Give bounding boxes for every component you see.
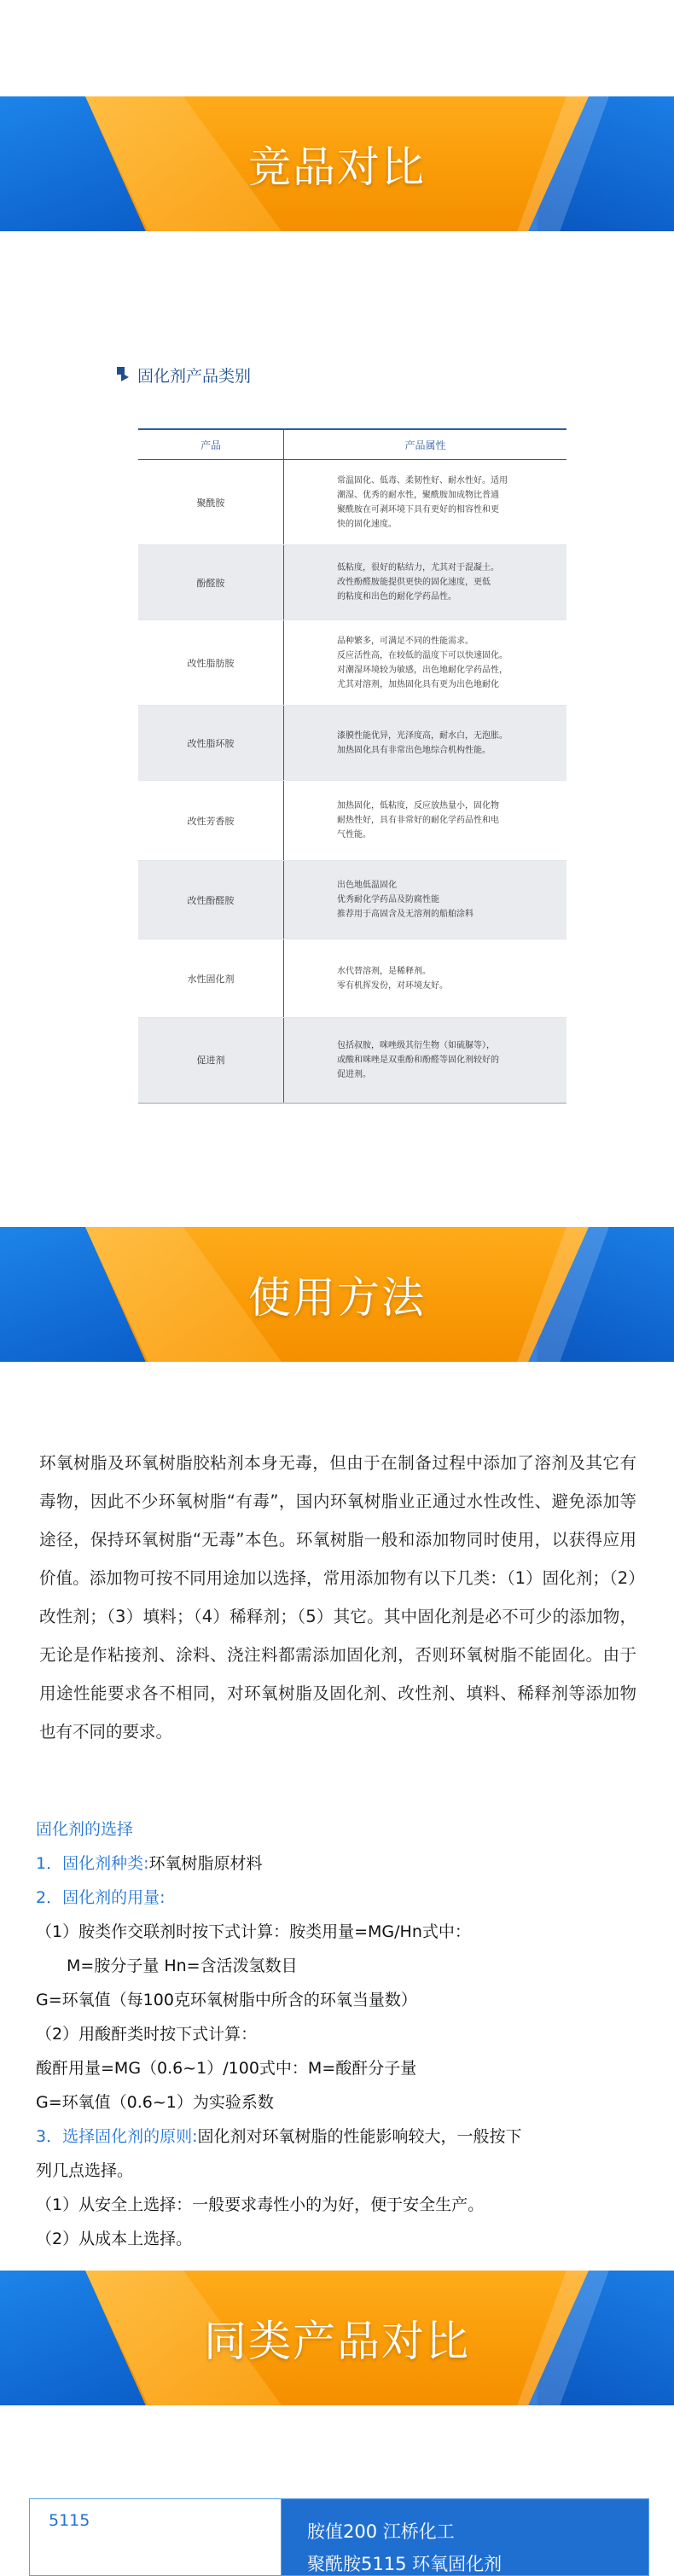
property-line: 的粘度和出色的耐化学药品性。 xyxy=(337,592,456,602)
banner-competitor xyxy=(0,96,674,231)
table-row xyxy=(138,1018,567,1103)
formula-line: G=环氧值（每100克环氧树脂中所含的环氧当量数） xyxy=(36,1991,417,2009)
principle-line: （1）从安全上选择：一般要求毒性小的为好，便于安全生产。 xyxy=(36,2195,485,2214)
product-properties xyxy=(284,706,567,781)
property-line: 耐热性好，具有非常好的耐化学药品性和电 xyxy=(337,816,499,825)
property-line: 尤其对溶剂，加热固化具有更为出色地耐化 xyxy=(337,679,499,689)
property-line: 漆膜性能优异，光泽度高，耐水白，无泡胀。 xyxy=(337,730,508,741)
product-types-heading-text: 固化剂产品类别 xyxy=(137,366,252,386)
product-name: 改性脂环胺 xyxy=(138,706,284,781)
banner-usage xyxy=(0,1227,674,1362)
curing-agent-selection xyxy=(36,1812,642,2256)
comparison-table xyxy=(29,2498,649,2576)
product-properties xyxy=(284,861,567,939)
product-types-table xyxy=(138,428,567,1104)
item-value: 环氧树脂原材料 xyxy=(148,1854,263,1873)
principle-line: （2）从成本上选择。 xyxy=(36,2230,193,2248)
property-line: 推荐用于高固含及无溶剂的船舶涂料 xyxy=(337,910,474,919)
property-line: 快的固化速度。 xyxy=(337,519,397,529)
product-properties xyxy=(284,939,567,1018)
item-label: 1．固化剂种类: xyxy=(36,1854,149,1873)
table-row xyxy=(138,861,567,939)
property-line: 出色地低温固化 xyxy=(337,881,397,890)
property-line: 加热固化，低粘度，反应放热量小，固化物 xyxy=(337,801,499,811)
property-line: 包括叔胺，咪唑级其衍生物（如硫脲等）， xyxy=(337,1040,495,1050)
column-header-properties: 产品属性 xyxy=(284,429,567,460)
property-line: 潮湿、优秀的耐水性，聚酰胺加成物比普通 xyxy=(337,490,499,500)
product-name: 促进剂 xyxy=(138,1018,284,1103)
product-name: 酚醛胺 xyxy=(138,545,284,620)
property-line: 常温固化、低毒、柔韧性好、耐水性好。适用 xyxy=(337,475,508,486)
item-curing-dosage: 2．固化剂的用量: xyxy=(36,1888,166,1907)
property-line: 聚酰胺在可剥环境下具有更好的相容性和更 xyxy=(337,504,499,515)
formula-line: G=环氧值（0.6~1）为实验系数 xyxy=(36,2093,274,2112)
table-row xyxy=(138,939,567,1018)
product-name: 改性脂肪胺 xyxy=(138,620,284,706)
banner-title: 使用方法 xyxy=(248,1273,426,1323)
banner-title: 竞品对比 xyxy=(248,142,426,192)
table-row xyxy=(138,460,567,545)
property-line: 水代替溶剂，是稀释剂。 xyxy=(337,966,431,976)
formula-line: 酸酐用量=MG（0.6~1）/100式中：M=酸酐分子量 xyxy=(36,2059,417,2078)
property-line: 加热固化具有非常出色地综合机构性能。 xyxy=(337,745,491,755)
property-line: 促进剂。 xyxy=(337,1069,371,1079)
comparison-right-line: 胺值200 江桥化工 xyxy=(307,2521,455,2542)
product-properties xyxy=(284,460,567,545)
product-properties xyxy=(284,1018,567,1103)
product-name: 改性酚醛胺 xyxy=(138,861,284,939)
table-row xyxy=(138,781,567,861)
property-line: 气性能。 xyxy=(337,830,371,840)
property-line: 反应活性高，在较低的温度下可以快速固化。 xyxy=(337,650,508,660)
property-line: 品种繁多，可满足不同的性能需求。 xyxy=(337,636,474,646)
property-line: 改性酚醛胺能提供更快的固化速度，更低 xyxy=(337,578,491,587)
selection-title: 固化剂的选择 xyxy=(36,1820,134,1839)
column-header-product: 产品 xyxy=(138,429,284,460)
table-row xyxy=(138,620,567,706)
product-name: 聚酰胺 xyxy=(138,460,284,545)
product-name: 改性芳香胺 xyxy=(138,781,284,861)
property-line: 对潮湿环境较为敏感，出色地耐化学药品性， xyxy=(337,665,508,675)
comparison-left-label: 5115 xyxy=(49,2511,90,2530)
formula-line: （1）胺类作交联剂时按下式计算：胺类用量=MG/Hn式中： xyxy=(36,1922,471,1941)
product-properties xyxy=(284,781,567,861)
item-value: 固化剂对环氧树脂的性能影响较大，一般按下 xyxy=(197,2127,522,2146)
item-label: 3．选择固化剂的原则: xyxy=(36,2127,198,2146)
table-row xyxy=(138,545,567,620)
product-properties xyxy=(284,545,567,620)
comparison-right-line: 聚酰胺5115 环氧固化剂 xyxy=(307,2554,503,2574)
table-header-row xyxy=(138,429,567,460)
property-line: 零有机挥发份，对环境友好。 xyxy=(337,980,448,991)
banner-title: 同类产品对比 xyxy=(204,2317,470,2366)
item-selection-principle xyxy=(36,2120,642,2154)
banner-similar-products xyxy=(0,2271,674,2405)
item-curing-type xyxy=(36,1846,642,1881)
comparison-right-cell xyxy=(282,2499,648,2575)
property-line: 或酸和咪唑是双重酚和酚醛等固化剂较好的 xyxy=(337,1055,499,1065)
formula-line: M=胺分子量 Hn=含活泼氢数目 xyxy=(67,1957,298,1975)
formula-line: （2）用酸酐类时按下式计算： xyxy=(36,2025,258,2044)
comparison-left-cell xyxy=(30,2499,282,2575)
heading-arrow-icon xyxy=(117,367,131,382)
item-continuation: 列几点选择。 xyxy=(36,2161,134,2180)
product-properties xyxy=(284,620,567,706)
product-name: 水性固化剂 xyxy=(138,939,284,1018)
product-types-heading xyxy=(117,363,251,387)
usage-paragraph: 环氧树脂及环氧树脂胶粘剂本身无毒，但由于在制备过程中添加了溶剂及其它有毒物，因此不少环氧树脂“有毒”，国内环氧树脂业正通过水性改性、避免添加等途径，保持环氧树脂“无毒”本色。环氧树脂一般和添加物同时使用，以获得应用价值。添加物可按不同用途加以选择，常用添加物有以下几类：（1）固化剂；（2）改性剂；（3）填料；（4）稀释剂；（5）其它。其中固化剂是必不可少的添加物，无论是作粘接剂、涂料、浇注料都需添加固化剂，否则环氧树脂不能固化。由于用途性能要求各不相同，对环氧树脂及固化剂、改性剂、填料、稀释剂等添加物也有不同的要求。 xyxy=(39,1453,636,1742)
property-line: 优秀耐化学药品及防腐性能 xyxy=(337,895,439,904)
property-line: 低粘度，很好的粘结力，尤其对于混凝土。 xyxy=(337,563,499,573)
table-row xyxy=(138,706,567,781)
